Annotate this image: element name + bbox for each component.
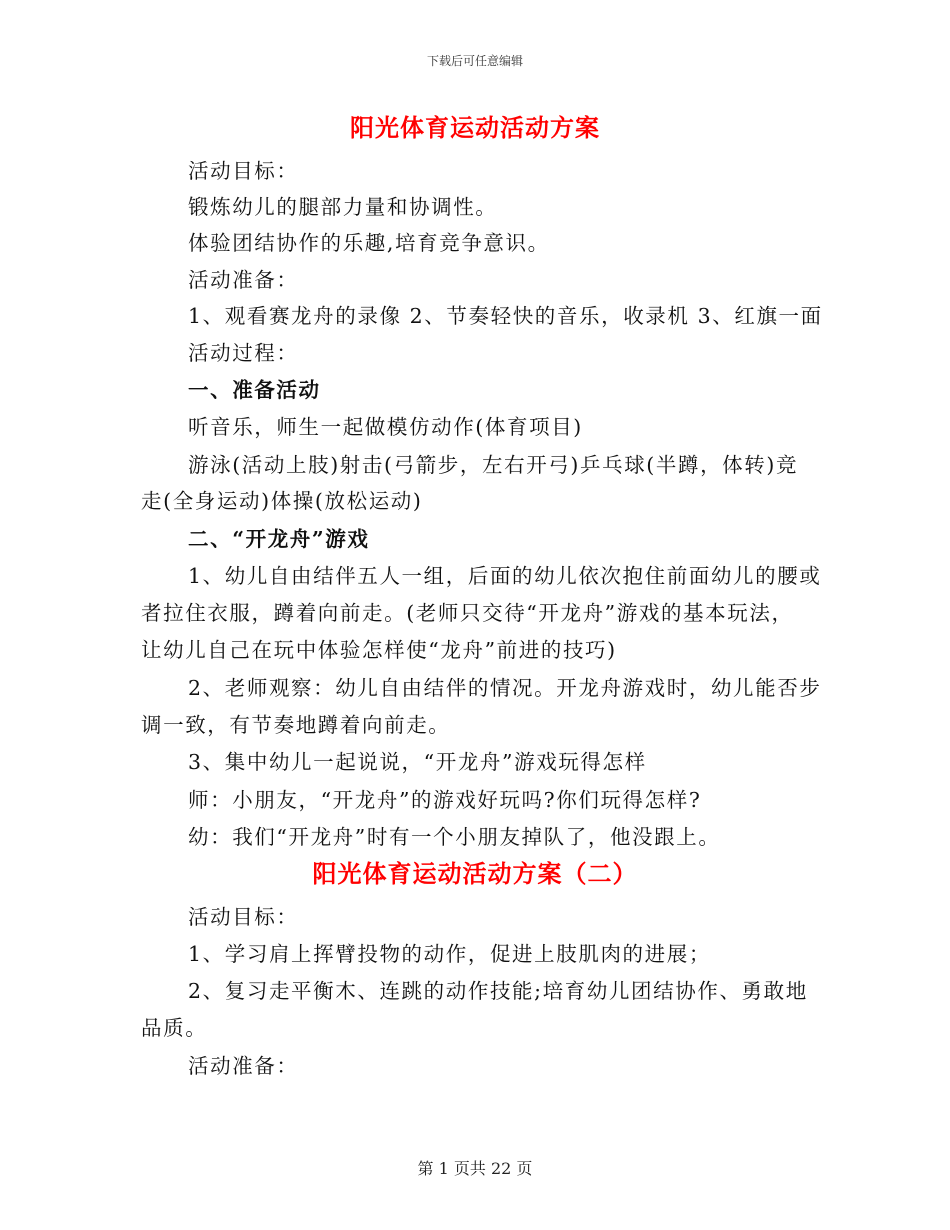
section-2-paragraph-1-line-3: 让幼儿自己在玩中体验怎样使“龙舟”前进的技巧): [141, 638, 617, 662]
prep-items: 1、观看赛龙舟的录像 2、节奏轻快的音乐，收录机 3、红旗一面: [188, 304, 823, 328]
section-1-paragraph-2-line-1: 游泳(活动上肢)射击(弓箭步，左右开弓)乒乓球(半蹲，体转)竞: [188, 453, 799, 477]
goal-2-item-1: 1、学习肩上挥臂投物的动作，促进上肢肌肉的进展；: [188, 942, 711, 966]
document-title-2: 阳光体育运动活动方案（二）: [312, 859, 638, 888]
section-2-paragraph-1-line-1: 1、幼儿自由结伴五人一组，后面的幼儿依次抱住前面幼儿的腰或: [188, 564, 822, 588]
page-header: 下载后可任意编辑: [426, 54, 523, 68]
prep-heading: 活动准备：: [188, 268, 299, 292]
page-footer: 第 1 页共 22 页: [417, 1159, 533, 1178]
goal-2-item-2-line-2: 品质。: [141, 1016, 208, 1040]
section-1-heading: 一、准备活动: [188, 378, 321, 402]
prep-heading-2: 活动准备：: [188, 1054, 299, 1078]
goal-item-1: 锻炼幼儿的腿部力量和协调性。: [188, 195, 498, 219]
section-2-heading: 二、“开龙舟”游戏: [188, 527, 370, 551]
section-1-paragraph-1: 听音乐，师生一起做模仿动作(体育项目): [188, 415, 583, 439]
section-2-paragraph-2-line-1: 2、老师观察：幼儿自由结伴的情况。开龙舟游戏时，幼儿能否步: [188, 676, 822, 700]
section-2-paragraph-2-line-2: 调一致，有节奏地蹲着向前走。: [141, 713, 451, 737]
goal-heading-2: 活动目标：: [188, 905, 299, 929]
goal-2-item-2-line-1: 2、复习走平衡木、连跳的动作技能;培育幼儿团结协作、勇敢地: [188, 979, 808, 1003]
goal-heading: 活动目标：: [188, 159, 299, 183]
section-2-paragraph-5: 幼：我们“开龙舟”时有一个小朋友掉队了，他没跟上。: [188, 825, 721, 849]
section-2-paragraph-1-line-2: 者拉住衣服，蹲着向前走。(老师只交待“开龙舟”游戏的基本玩法，: [141, 601, 794, 625]
goal-item-2: 体验团结协作的乐趣,培育竞争意识。: [188, 231, 550, 255]
process-heading: 活动过程：: [188, 341, 299, 365]
section-2-paragraph-4: 师：小朋友，“开龙舟”的游戏好玩吗?你们玩得怎样?: [188, 788, 702, 812]
section-2-paragraph-3: 3、集中幼儿一起说说，“开龙舟”游戏玩得怎样: [188, 750, 647, 774]
section-1-paragraph-2-line-2: 走(全身运动)体操(放松运动): [141, 489, 423, 513]
document-title: 阳光体育运动活动方案: [350, 113, 600, 142]
